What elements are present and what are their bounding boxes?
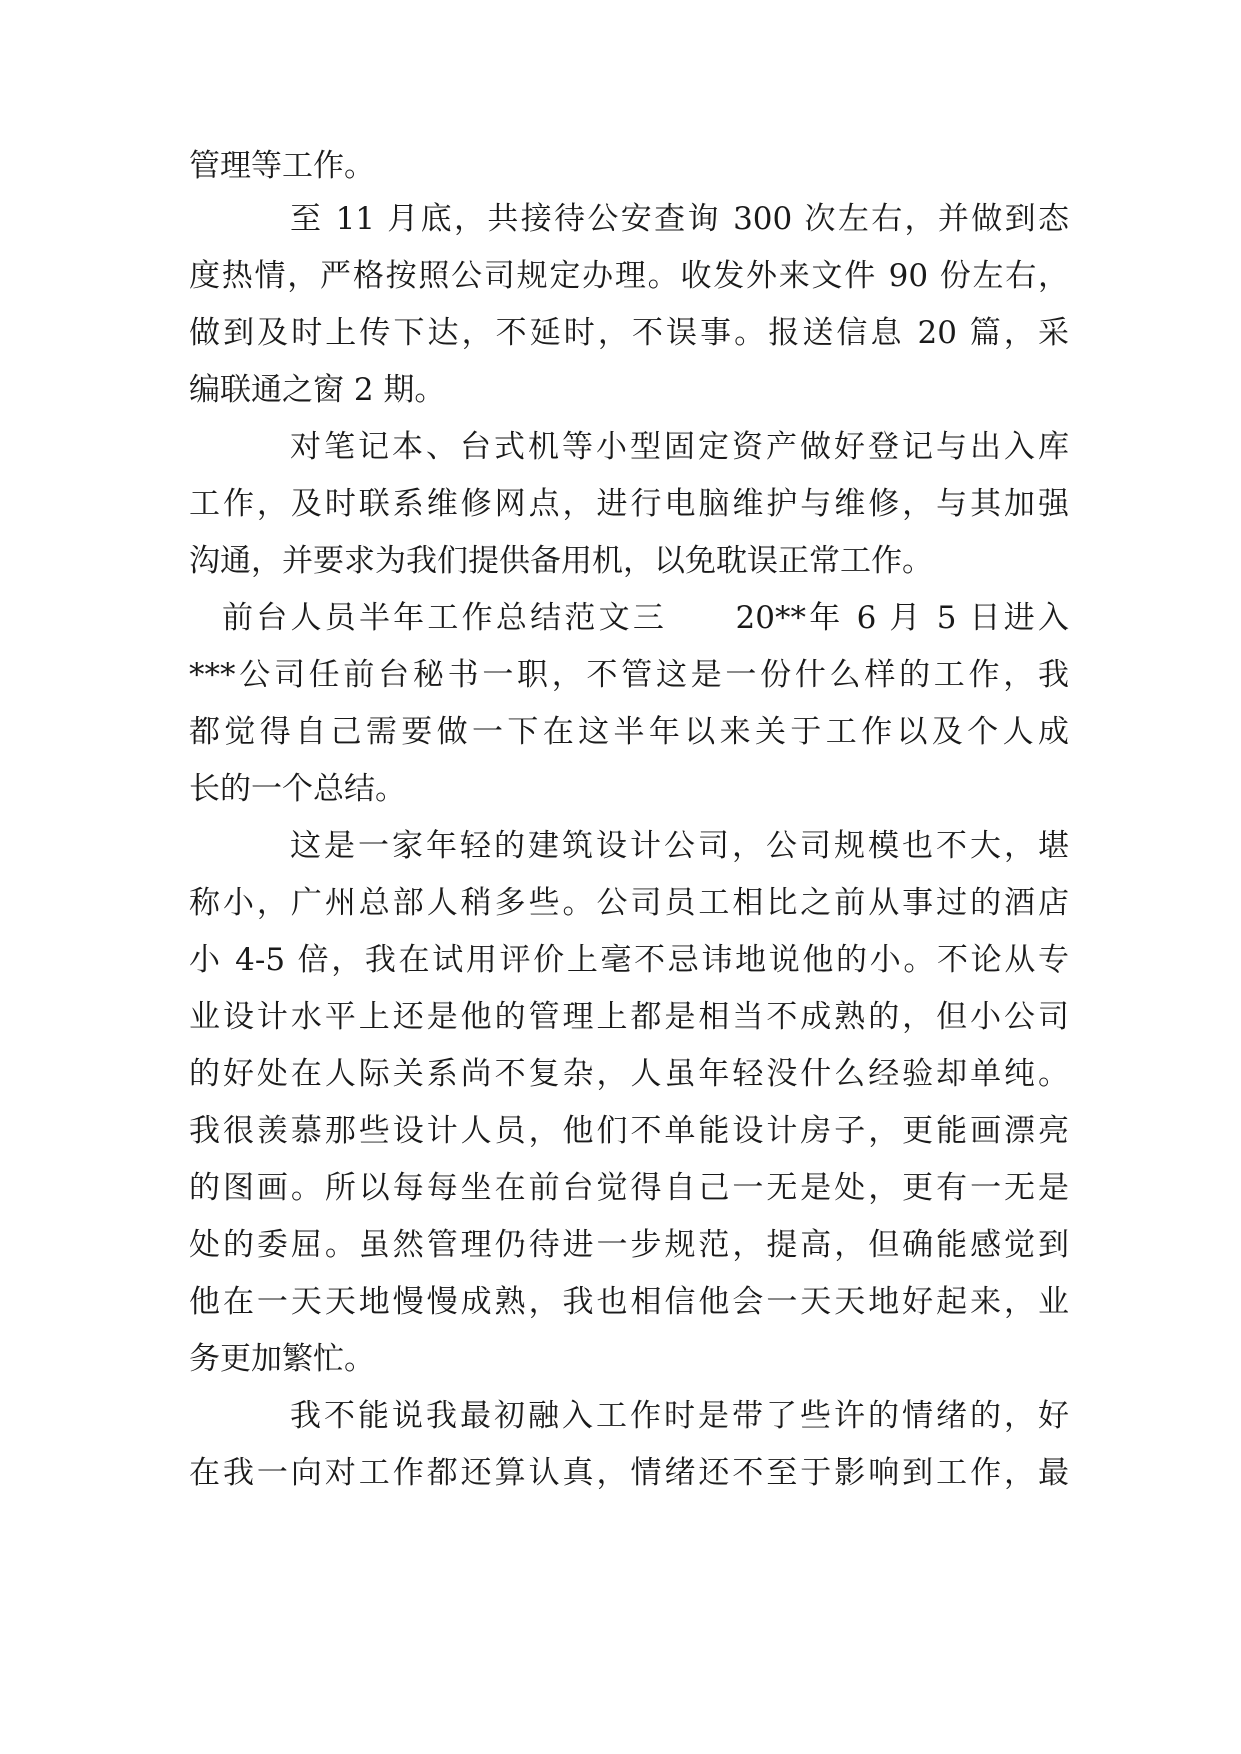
text-line: 我很羡慕那些设计人员，他们不单能设计房子，更能画漂亮 xyxy=(189,1113,1069,1149)
text-line: 都觉得自己需要做一下在这半年以来关于工作以及个人成 xyxy=(189,714,1069,750)
text-line: 在我一向对工作都还算认真，情绪还不至于影响到工作，最 xyxy=(189,1455,1069,1491)
text-line: 他在一天天地慢慢成熟，我也相信他会一天天地好起来，业 xyxy=(189,1284,1069,1320)
text-line: 的好处在人际关系尚不复杂，人虽年轻没什么经验却单纯。 xyxy=(189,1056,1069,1092)
text-line: 工作，及时联系维修网点，进行电脑维护与维修，与其加强 xyxy=(189,486,1069,522)
text-line: 度热情，严格按照公司规定办理。收发外来文件 90 份左右， xyxy=(189,258,1069,294)
text-line: 的图画。所以每每坐在前台觉得自己一无是处，更有一无是 xyxy=(189,1170,1069,1206)
text-line: 称小，广州总部人稍多些。公司员工相比之前从事过的酒店 xyxy=(189,885,1069,921)
text-line: 管理等工作。 xyxy=(189,148,375,184)
text-line: 业设计水平上还是他的管理上都是相当不成熟的，但小公司 xyxy=(189,999,1069,1035)
text-line: ***公司任前台秘书一职，不管这是一份什么样的工作，我 xyxy=(189,657,1069,693)
text-line: 编联通之窗 2 期。 xyxy=(189,372,446,408)
text-line: 长的一个总结。 xyxy=(189,771,406,807)
text-line: 这是一家年轻的建筑设计公司，公司规模也不大，堪 xyxy=(290,828,1069,864)
text-line: 做到及时上传下达，不延时，不误事。报送信息 20 篇，采 xyxy=(189,315,1069,351)
text-line: 小 4-5 倍，我在试用评价上毫不忌讳地说他的小。不论从专 xyxy=(189,942,1069,978)
section-heading-line: 前台人员半年工作总结范文三 20**年 6 月 5 日进入 xyxy=(222,600,1069,636)
text-line: 对笔记本、台式机等小型固定资产做好登记与出入库 xyxy=(290,429,1069,465)
text-line: 沟通，并要求为我们提供备用机，以免耽误正常工作。 xyxy=(189,543,933,579)
text-line: 我不能说我最初融入工作时是带了些许的情绪的，好 xyxy=(290,1398,1069,1434)
text-line: 至 11 月底，共接待公安查询 300 次左右，并做到态 xyxy=(290,201,1069,237)
text-line: 务更加繁忙。 xyxy=(189,1341,375,1377)
text-line: 处的委屈。虽然管理仍待进一步规范，提高，但确能感觉到 xyxy=(189,1227,1069,1263)
